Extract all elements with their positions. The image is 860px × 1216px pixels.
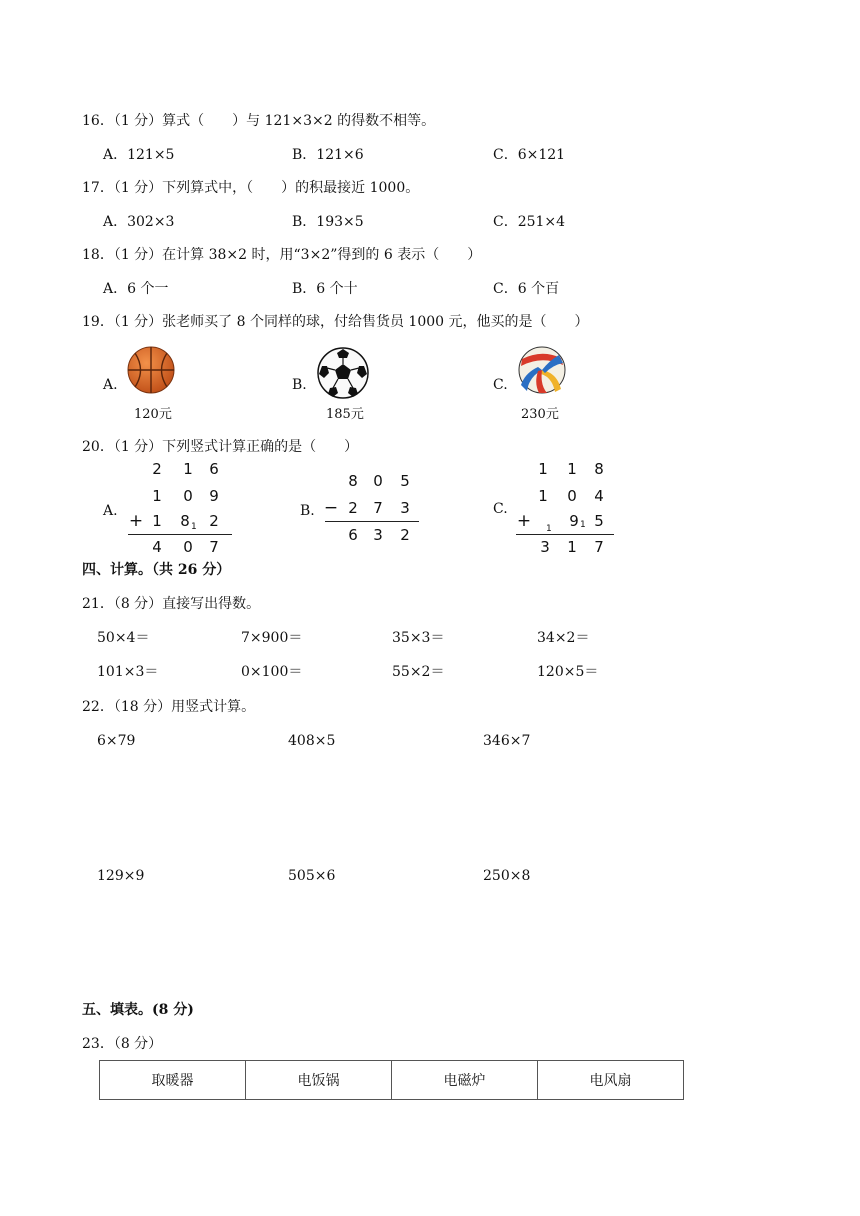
- q20-calc-c: [516, 458, 616, 558]
- digit: 3: [540, 538, 550, 556]
- digit: 0: [373, 472, 383, 490]
- q22-item: 408×5: [288, 733, 336, 749]
- carry-digit: 1: [546, 524, 552, 534]
- calc-row: [323, 497, 419, 519]
- q20-option-a-label[interactable]: A.: [103, 503, 118, 519]
- calc-row: [128, 510, 234, 532]
- operator: −: [323, 498, 339, 518]
- q21-item: 101×3＝: [97, 664, 159, 680]
- q22-item: 505×6: [288, 868, 336, 884]
- calc-row: [516, 510, 616, 532]
- calc-line: [128, 534, 232, 535]
- q17-option-a[interactable]: A．302×3: [103, 214, 175, 230]
- digit: 7: [594, 538, 604, 556]
- q21-stem: 21．（8 分）直接写出得数。: [82, 596, 261, 612]
- q23-stem: 23．（8 分）: [82, 1036, 163, 1052]
- q22-item: 250×8: [483, 868, 531, 884]
- q18-option-a[interactable]: A．6 个一: [103, 281, 169, 297]
- q20-calc-b: [323, 470, 419, 550]
- q19-option-c-label[interactable]: C.: [493, 377, 508, 393]
- digit: 3: [400, 499, 410, 517]
- q21-item: 35×3＝: [392, 630, 445, 646]
- q19-price-a: 120元: [134, 407, 172, 422]
- table-header-cell: 电饭锅: [246, 1061, 392, 1100]
- q16-option-b[interactable]: B．121×6: [292, 147, 364, 163]
- q16-option-a[interactable]: A．121×5: [103, 147, 175, 163]
- digit: 1: [152, 487, 162, 505]
- operator: +: [516, 511, 532, 531]
- digit: 8: [180, 512, 190, 530]
- digit: 9: [569, 512, 579, 530]
- q18-stem: 18．（1 分）在计算 38×2 时，用“3×2”得到的 6 表示（ ）: [82, 247, 482, 263]
- digit: 3: [373, 526, 383, 544]
- calc-row: [516, 485, 616, 507]
- q22-item: 6×79: [97, 733, 136, 749]
- digit: 7: [373, 499, 383, 517]
- digit: 1: [567, 460, 577, 478]
- digit: 6: [209, 460, 219, 478]
- section-5-title: 五、填表。(8 分): [82, 1002, 194, 1018]
- calc-row: [516, 536, 616, 558]
- q22-stem: 22．（18 分）用竖式计算。: [82, 699, 256, 715]
- q19-option-a-label[interactable]: A.: [103, 377, 118, 393]
- q21-item: 7×900＝: [241, 630, 303, 646]
- calc-row: [128, 458, 234, 480]
- q19-option-b-label[interactable]: B.: [292, 377, 307, 393]
- volleyball-icon: [517, 345, 567, 395]
- q21-item: 50×4＝: [97, 630, 150, 646]
- soccer-ball-icon: [316, 346, 370, 400]
- q22-item: 129×9: [97, 868, 145, 884]
- digit: 0: [567, 487, 577, 505]
- q21-item: 0×100＝: [241, 664, 303, 680]
- digit: 5: [400, 472, 410, 490]
- digit: 4: [594, 487, 604, 505]
- section-4-title: 四、计算。（共 26 分）: [82, 562, 231, 578]
- carry-digit: 1: [191, 522, 197, 532]
- digit: 6: [348, 526, 358, 544]
- digit: 1: [152, 512, 162, 530]
- basketball-icon: [126, 345, 176, 395]
- digit: 0: [183, 487, 193, 505]
- digit: 4: [152, 538, 162, 556]
- digit: 1: [538, 460, 548, 478]
- calc-row: [128, 536, 234, 558]
- calc-row: [128, 485, 234, 507]
- digit: 0: [183, 538, 193, 556]
- q18-option-b[interactable]: B．6 个十: [292, 281, 358, 297]
- table-header-cell: 取暖器: [100, 1061, 246, 1100]
- calc-row: [323, 524, 419, 546]
- digit: 5: [594, 512, 604, 530]
- calc-line: [325, 521, 419, 522]
- q19-stem: 19．（1 分）张老师买了 8 个同样的球，付给售货员 1000 元，他买的是（ ）: [82, 314, 589, 330]
- q21-item: 55×2＝: [392, 664, 445, 680]
- q17-option-b[interactable]: B．193×5: [292, 214, 364, 230]
- operator: +: [128, 511, 144, 531]
- digit: 1: [183, 460, 193, 478]
- digit: 1: [567, 538, 577, 556]
- digit: 2: [400, 526, 410, 544]
- calc-row: [323, 470, 419, 492]
- digit: 8: [594, 460, 604, 478]
- q20-stem: 20．（1 分）下列竖式计算正确的是（ ）: [82, 439, 359, 455]
- q21-item: 34×2＝: [537, 630, 590, 646]
- q19-price-b: 185元: [326, 407, 364, 422]
- digit: 2: [152, 460, 162, 478]
- carry-digit: 1: [580, 520, 586, 530]
- digit: 1: [538, 487, 548, 505]
- digit: 9: [209, 487, 219, 505]
- digit: 2: [348, 499, 358, 517]
- q20-option-c-label[interactable]: C.: [493, 501, 508, 517]
- table-header-cell: 电风扇: [538, 1061, 684, 1100]
- digit: 7: [209, 538, 219, 556]
- table-header-cell: 电磁炉: [392, 1061, 538, 1100]
- q16-option-c[interactable]: C．6×121: [493, 147, 566, 163]
- q23-table: [99, 1060, 684, 1100]
- calc-line: [516, 534, 614, 535]
- q20-option-b-label[interactable]: B.: [300, 503, 315, 519]
- q19-price-c: 230元: [521, 407, 559, 422]
- calc-row: [516, 458, 616, 480]
- q21-item: 120×5＝: [537, 664, 599, 680]
- q17-stem: 17．（1 分）下列算式中，（ ）的积最接近 1000。: [82, 180, 420, 196]
- q18-option-c[interactable]: C．6 个百: [493, 281, 560, 297]
- q20-calc-a: [128, 458, 234, 558]
- q17-option-c[interactable]: C．251×4: [493, 214, 566, 230]
- table-row: [100, 1061, 684, 1100]
- q16-stem: 16．（1 分）算式（ ）与 121×3×2 的得数不相等。: [82, 113, 436, 129]
- digit: 2: [209, 512, 219, 530]
- q22-item: 346×7: [483, 733, 531, 749]
- digit: 8: [348, 472, 358, 490]
